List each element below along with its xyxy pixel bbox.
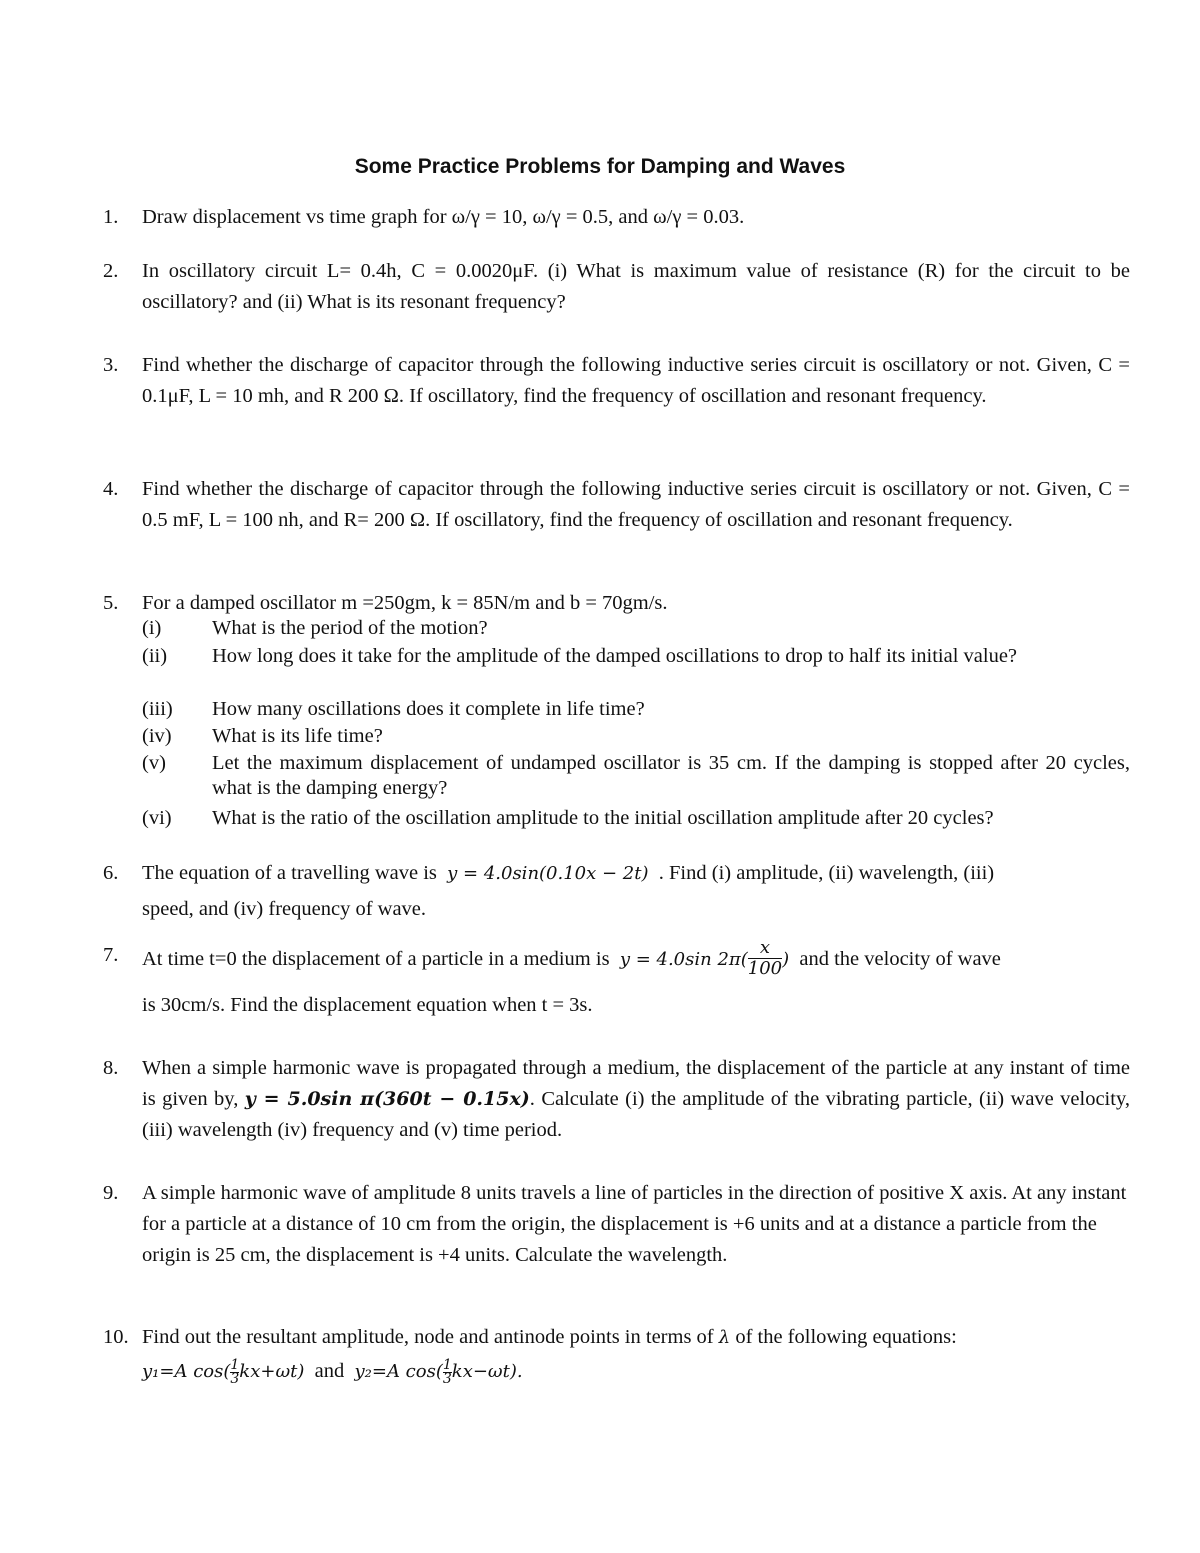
problem-text-pre: The equation of a travelling wave is (142, 862, 437, 884)
fraction-denominator: 3 (230, 1370, 240, 1387)
fraction-denominator: 3 (442, 1370, 452, 1387)
problem-text: speed, and (iv) frequency of wave. (142, 898, 427, 920)
equation-y2-end: kx−ωt). (451, 1361, 523, 1382)
problem-text (142, 1053, 1130, 1146)
fraction-numerator: x (748, 938, 782, 959)
problem-text-pre: Find out the resultant amplitude, node and antinode points in terms of (142, 1326, 714, 1348)
equations-line (142, 1356, 1130, 1387)
fraction-numerator: 1 (442, 1356, 452, 1373)
problem-text: is 30cm/s. Find the displacement equation when t = 3s. (142, 994, 593, 1016)
equation-close: ) (782, 949, 790, 971)
subquestion-number: (iv) (142, 725, 172, 747)
problem-text: Find whether the discharge of capacitor through the following inductive series circuit is oscillatory or not. Given, C = 0.1μF, L = 10 mh, and R 200 Ω. If oscillatory, find the frequency of oscillation and resonant frequency. (142, 354, 1130, 407)
equation: y = 4.0sin(0.10x − 2t) (447, 863, 649, 884)
subquestion-number: (v) (142, 752, 166, 774)
problem-text: Draw displacement vs time graph for ω/γ = 10, ω/γ = 0.5, and ω/γ = 0.03. (142, 206, 745, 228)
problem-number: 2. (103, 260, 119, 282)
fraction-numerator: 1 (230, 1356, 240, 1373)
subquestion-text: What is the ratio of the oscillation amplitude to the initial oscillation amplitude after 20 cycles? (212, 807, 994, 829)
page-title: Some Practice Problems for Damping and Waves (354, 155, 846, 178)
fraction (748, 938, 782, 979)
subquestion-text: What is its life time? (212, 725, 383, 747)
problem-number: 8. (103, 1057, 119, 1079)
subquestion-text: How long does it take for the amplitude of the damped oscillations to drop to half its initial value? (212, 645, 1018, 667)
problem-number: 5. (103, 592, 119, 614)
problem-text-pre: When a simple harmonic wave is propagated through a medium, the displacement of the particle at any instant of time is given by, (142, 1057, 1130, 1110)
problem-number: 1. (103, 206, 119, 228)
lambda-symbol: λ (718, 1327, 731, 1348)
problem-text (142, 1322, 1130, 1353)
conjunction: and (314, 1360, 345, 1382)
subquestion-text: How many oscillations does it complete in life time? (212, 698, 645, 720)
problem-text: Find whether the discharge of capacitor through the following inductive series circuit is oscillatory or not. Given, C = 0.5 mF, L = 100 nh, and R= 200 Ω. If oscillatory, find the frequency of oscillation and resonant frequency. (142, 478, 1130, 531)
fraction-one-third (230, 1356, 240, 1387)
subquestion-text: Let the maximum displacement of undamped oscillator is 35 cm. If the damping is stopped after 20 cycles, what is the damping energy? (212, 752, 1130, 799)
equation-y2-start: y₂=A cos( (354, 1361, 443, 1382)
problem-text (142, 937, 1130, 981)
subquestion-number: (ii) (142, 645, 168, 667)
equation-y1-start: y₁=A cos( (142, 1361, 231, 1382)
problem-text: A simple harmonic wave of amplitude 8 units travels a line of particles in the direction of positive X axis. At any instant for a particle at a distance of 10 cm from the origin, the displacement is +6 units and at a distance a particle from the origin is 25 cm, the displacement is +4 units. Calculate the wavelength. (142, 1182, 1127, 1266)
problem-text: In oscillatory circuit L= 0.4h, C = 0.0020μF. (i) What is maximum value of resistance (R) for the circuit to be oscillatory? and (ii) What is its resonant frequency? (142, 260, 1130, 313)
equation: y = 5.0sin π(360t − 0.15x) (244, 1088, 530, 1110)
problem-text-post: and the velocity of wave (799, 948, 1001, 971)
problem-text-pre: At time t=0 the displacement of a particle in a medium is (142, 948, 610, 971)
problem-number: 4. (103, 478, 119, 500)
fraction-denominator: 100 (747, 958, 783, 979)
problem-text-post: . Calculate (i) the amplitude of the vibrating particle, (ii) wave velocity, (iii) wavelength (iv) frequency and (v) time period. (142, 1088, 1130, 1141)
problem-text-post: . Find (i) amplitude, (ii) wavelength, (iii) (658, 862, 995, 884)
problem-text-post: of the following equations: (735, 1326, 957, 1348)
problem-text (142, 858, 1130, 889)
fraction-one-third (442, 1356, 452, 1387)
problem-number: 7. (103, 944, 119, 966)
equation: y = 4.0sin 2π( (619, 949, 748, 971)
subquestion-number: (vi) (142, 807, 172, 829)
equation-y1-end: kx+ωt) (239, 1361, 305, 1382)
problem-number: 10. (103, 1326, 129, 1348)
problem-text: For a damped oscillator m =250gm, k = 85N/m and b = 70gm/s. (142, 592, 668, 614)
subquestion-number: (iii) (142, 698, 173, 720)
subquestion-text: What is the period of the motion? (212, 617, 488, 639)
subquestion-number: (i) (142, 617, 162, 639)
problem-number: 6. (103, 862, 119, 884)
problem-number: 9. (103, 1182, 119, 1204)
problem-number: 3. (103, 354, 119, 376)
